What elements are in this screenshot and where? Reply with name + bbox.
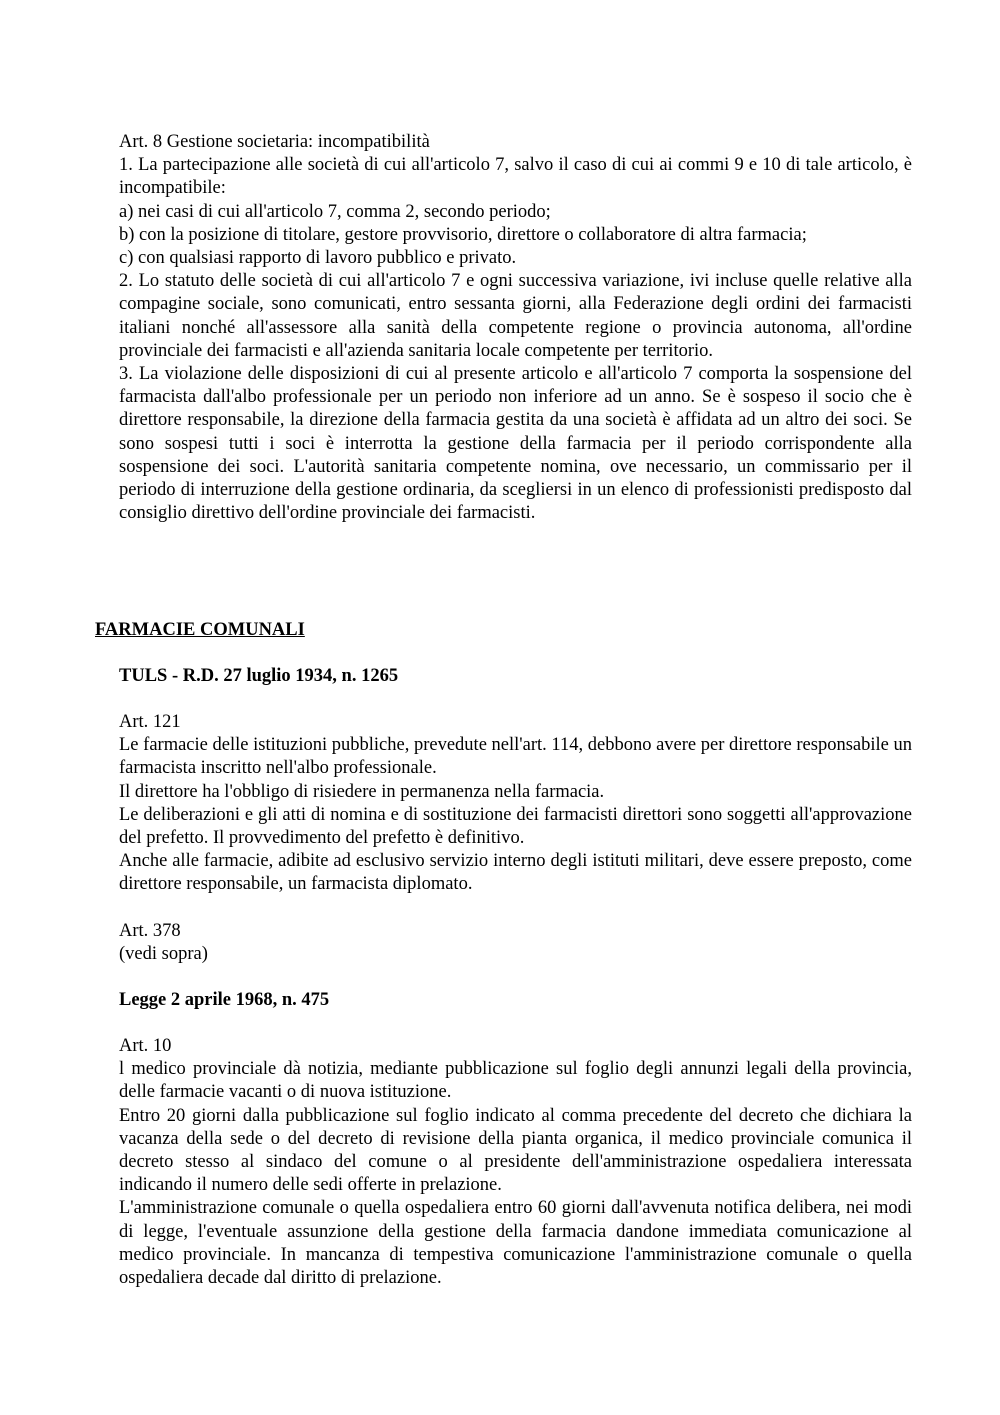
- art8-item-c: c) con qualsiasi rapporto di lavoro pubblico e privato.: [119, 248, 517, 269]
- art8-section: [119, 131, 912, 525]
- art8-paragraph-3: 3. La violazione delle disposizioni di cui al presente articolo e all'articolo 7 comporta la sospensione del farmacista dall'albo professionale per un periodo non inferiore ad un anno. Se è sospeso il socio che è direttore responsabile, la direzione della farmacia gestita da una società è affidata ad un altro dei soci. Se sono sospesi tutti i soci è interrotta la gestione della farmacia per il periodo corrispondente alla sospensione dei soci. L'autorità sanitaria competente nomina, ove necessario, un commissario per il periodo di interruzione della gestione ordinaria, da scegliersi in un elenco di professionisti predisposto dal consiglio direttivo dell'ordine provinciale dei farmacisti.: [119, 364, 912, 524]
- art8-item-a: a) nei casi di cui all'articolo 7, comma 2, secondo periodo;: [119, 201, 551, 222]
- art121-section: [119, 711, 912, 897]
- art121-paragraph-4: Anche alle farmacie, adibite ad esclusivo servizio interno degli istituti militari, deve essere preposto, come direttore responsabile, un farmacista diplomato.: [119, 851, 912, 895]
- art8-paragraph-1: 1. La partecipazione alle società di cui all'articolo 7, salvo il caso di cui ai commi 9 e 10 di tale articolo, è incompatibile:: [119, 155, 912, 199]
- art121-paragraph-1: Le farmacie delle istituzioni pubbliche, prevedute nell'art. 114, debbono avere per direttore responsabile un farmacista inscritto nell'albo professionale.: [119, 735, 912, 779]
- art10-section: [119, 1035, 912, 1290]
- art8-paragraph-2: 2. Lo statuto delle società di cui all'articolo 7 e ogni successiva variazione, ivi incluse quelle relative alla compagine sociale, sono comunicati, entro sessanta giorni, alla Federazione degli ordini dei farmacisti italiani nonché all'assessore alla sanità della competente regione o provincia autonoma, all'ordine provinciale dei farmacisti e all'azienda sanitaria locale competente per territorio.: [119, 271, 912, 361]
- art378-section: [119, 920, 912, 966]
- art8-item-b: b) con la posizione di titolare, gestore provvisorio, direttore o collaboratore di altra farmacia;: [119, 224, 807, 245]
- art10-paragraph-1: l medico provinciale dà notizia, mediante pubblicazione sul foglio degli annunzi legali della provincia, delle farmacie vacanti o di nuova istituzione.: [119, 1059, 912, 1103]
- section-heading-farmacie-comunali: FARMACIE COMUNALI: [95, 620, 305, 640]
- art8-title: Art. 8 Gestione societaria: incompatibilità: [119, 132, 430, 152]
- tuls-heading: TULS - R.D. 27 luglio 1934, n. 1265: [119, 666, 399, 686]
- art121-title: Art. 121: [119, 712, 181, 732]
- art10-paragraph-3: L'amministrazione comunale o quella ospedaliera entro 60 giorni dall'avvenuta notifica delibera, nei modi di legge, l'eventuale assunzione della gestione della farmacia dandone immediata comunicazione al medico provinciale. In mancanza di tempestiva comunicazione l'amministrazione comunale o quella ospedaliera decade dal diritto di prelazione.: [119, 1198, 912, 1289]
- art121-paragraph-2: Il direttore ha l'obbligo di risiedere in permanenza nella farmacia.: [119, 781, 605, 802]
- art10-title: Art. 10: [119, 1036, 172, 1056]
- art378-title: Art. 378: [119, 921, 181, 941]
- legge475-heading: Legge 2 aprile 1968, n. 475: [119, 990, 330, 1010]
- art121-paragraph-3: Le deliberazioni e gli atti di nomina e di sostituzione dei farmacisti direttori sono soggetti all'approvazione del prefetto. Il provvedimento del prefetto è definitivo.: [119, 804, 912, 849]
- art378-note: (vedi sopra): [119, 944, 208, 965]
- art10-paragraph-2: Entro 20 giorni dalla pubblicazione sul foglio indicato al comma precedente del decreto che dichiara la vacanza della sede o del decreto di revisione della pianta organica, il medico provinciale comunica il decreto stesso al sindaco del comune o al presidente dell'amministrazione ospedaliera interessata indicando il numero delle sedi offerte in prelazione.: [119, 1105, 912, 1196]
